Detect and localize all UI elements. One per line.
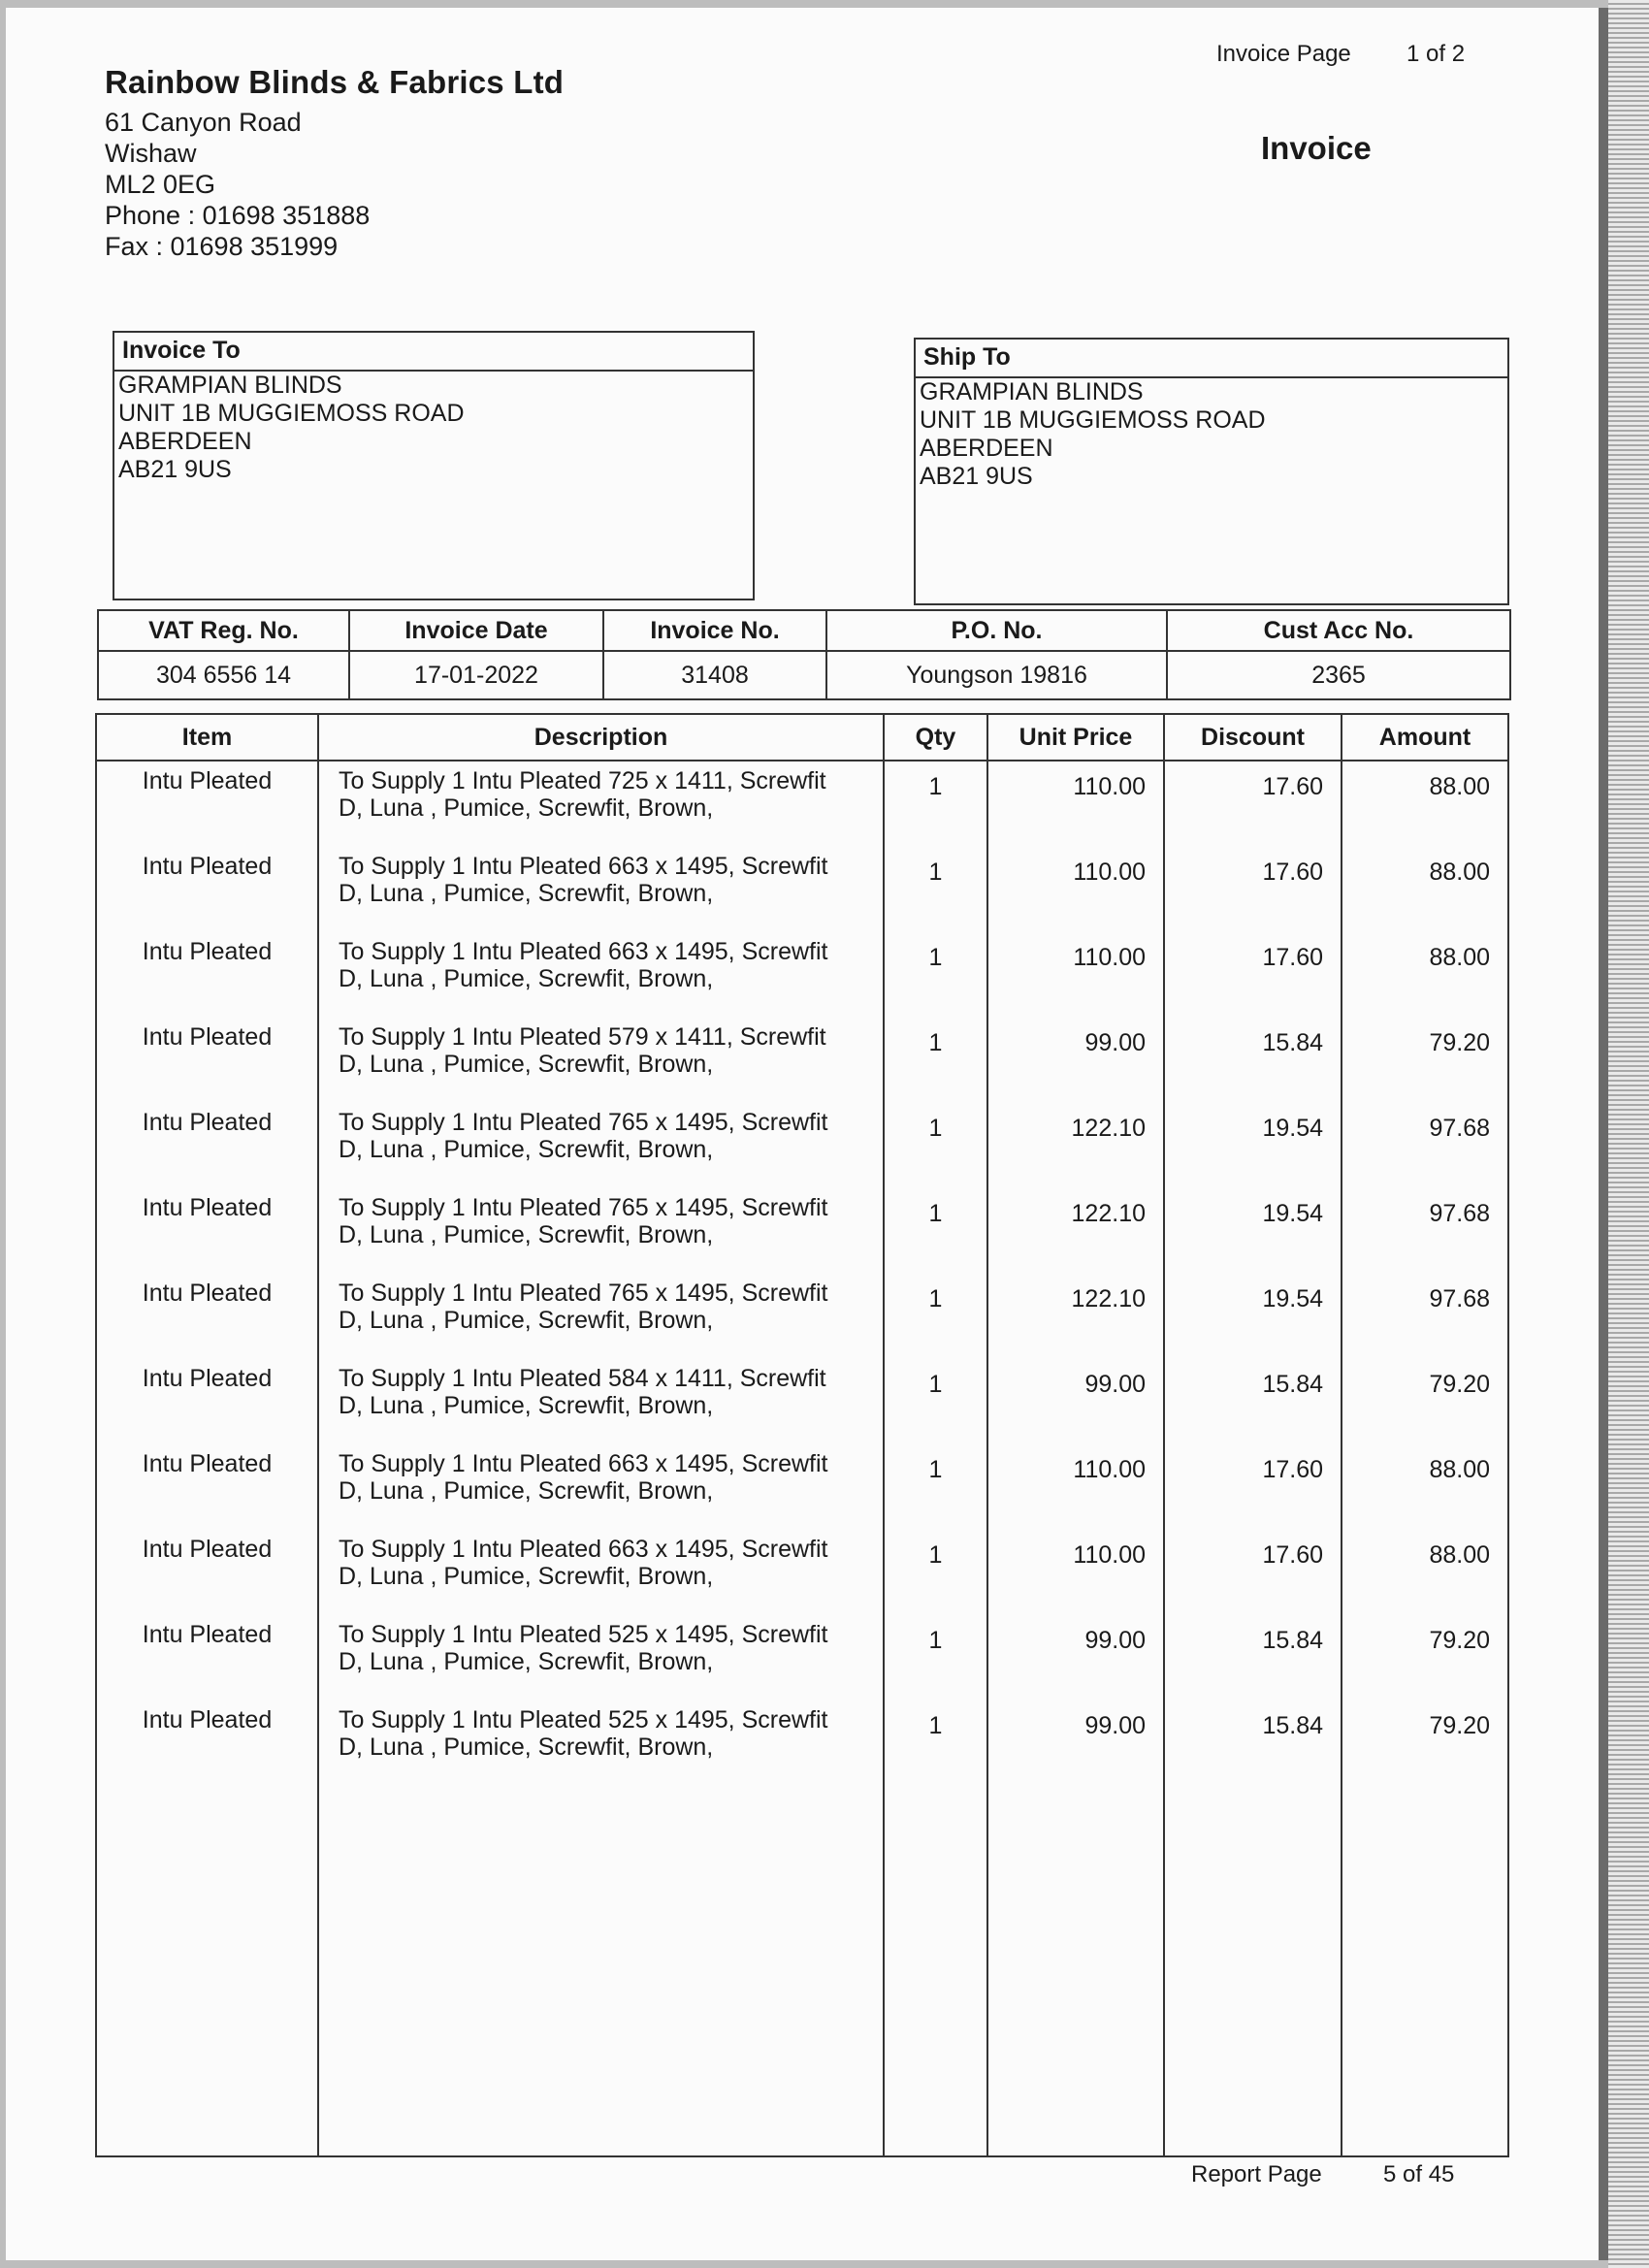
column-header-item: Item (96, 714, 318, 761)
invoice-to-box (113, 331, 755, 600)
table-row (96, 1359, 1508, 1444)
item-name: Intu Pleated (96, 1188, 318, 1274)
table-row (96, 1018, 1508, 1103)
item-description-line: To Supply 1 Intu Pleated 663 x 1495, Screwfit (339, 1536, 828, 1563)
item-name: Intu Pleated (96, 1701, 318, 1786)
item-amount: 88.00 (1342, 1530, 1508, 1615)
ship-to-title: Ship To (916, 340, 1507, 378)
item-description-line: D, Luna , Pumice, Screwfit, Brown, (339, 965, 714, 992)
meta-header-invoice-date: Invoice Date (349, 610, 603, 651)
item-name: Intu Pleated (96, 761, 318, 847)
item-name: Intu Pleated (96, 847, 318, 932)
item-description-line: To Supply 1 Intu Pleated 765 x 1495, Screwfit (339, 1109, 828, 1136)
item-unit-price: 110.00 (987, 761, 1164, 847)
invoice-to-line: ABERDEEN (118, 428, 252, 455)
invoice-to-line: AB21 9US (118, 456, 232, 483)
item-unit-price: 122.10 (987, 1188, 1164, 1274)
item-quantity: 1 (884, 761, 987, 847)
empty-cell (1342, 1786, 1508, 2156)
table-row (96, 1615, 1508, 1701)
item-amount: 79.20 (1342, 1359, 1508, 1444)
scanner-edge-strip (1608, 0, 1649, 2268)
meta-header-invoice-no: Invoice No. (603, 610, 826, 651)
item-amount: 97.68 (1342, 1188, 1508, 1274)
item-discount: 17.60 (1164, 1444, 1342, 1530)
item-description-line: D, Luna , Pumice, Screwfit, Brown, (339, 1733, 714, 1761)
invoice-page-number: 1 of 2 (1406, 41, 1466, 67)
item-unit-price: 110.00 (987, 932, 1164, 1018)
item-description (318, 1018, 884, 1103)
item-description (318, 761, 884, 847)
table-row (96, 1103, 1508, 1188)
column-header-description: Description (318, 714, 884, 761)
item-unit-price: 99.00 (987, 1701, 1164, 1786)
report-page-number: 5 of 45 (1383, 2161, 1455, 2187)
report-page-label: Report Page (1191, 2161, 1322, 2187)
column-header-discount: Discount (1164, 714, 1342, 761)
meta-header-po-no: P.O. No. (826, 610, 1167, 651)
table-row (96, 1274, 1508, 1359)
ship-to-line: AB21 9US (920, 463, 1033, 490)
invoice-to-line: UNIT 1B MUGGIEMOSS ROAD (118, 400, 465, 427)
item-quantity: 1 (884, 1444, 987, 1530)
item-description-line: To Supply 1 Intu Pleated 663 x 1495, Screwfit (339, 938, 828, 965)
scan-edge-shadow (1599, 8, 1608, 2260)
item-discount: 15.84 (1164, 1359, 1342, 1444)
po-number: Youngson 19816 (826, 651, 1167, 699)
item-quantity: 1 (884, 1018, 987, 1103)
table-row (96, 1188, 1508, 1274)
company-address-line: ML2 0EG (105, 170, 216, 199)
item-amount: 97.68 (1342, 1274, 1508, 1359)
item-description-line: To Supply 1 Intu Pleated 663 x 1495, Screwfit (339, 1450, 828, 1477)
invoice-page-label: Invoice Page (1216, 41, 1351, 67)
item-description (318, 1444, 884, 1530)
item-unit-price: 122.10 (987, 1274, 1164, 1359)
item-description (318, 1188, 884, 1274)
item-name: Intu Pleated (96, 1530, 318, 1615)
invoice-meta-table (97, 609, 1511, 700)
company-phone: Phone : 01698 351888 (105, 201, 371, 230)
item-description (318, 1274, 884, 1359)
line-items-table (95, 713, 1509, 2157)
item-quantity: 1 (884, 1274, 987, 1359)
item-quantity: 1 (884, 1103, 987, 1188)
ship-to-line: UNIT 1B MUGGIEMOSS ROAD (920, 406, 1266, 434)
item-discount: 15.84 (1164, 1615, 1342, 1701)
item-description (318, 1530, 884, 1615)
item-amount: 88.00 (1342, 847, 1508, 932)
table-row (96, 761, 1508, 847)
item-description (318, 1359, 884, 1444)
company-address-line: 61 Canyon Road (105, 108, 302, 137)
item-description-line: To Supply 1 Intu Pleated 525 x 1495, Screwfit (339, 1706, 828, 1733)
item-description-line: To Supply 1 Intu Pleated 765 x 1495, Screwfit (339, 1280, 828, 1307)
item-description-line: To Supply 1 Intu Pleated 579 x 1411, Screwfit (339, 1023, 826, 1051)
item-discount: 17.60 (1164, 761, 1342, 847)
vat-reg-number: 304 6556 14 (98, 651, 349, 699)
item-description-line: D, Luna , Pumice, Screwfit, Brown, (339, 1392, 714, 1419)
item-description-line: D, Luna , Pumice, Screwfit, Brown, (339, 1307, 714, 1334)
ship-to-line: ABERDEEN (920, 435, 1053, 462)
item-description-line: To Supply 1 Intu Pleated 525 x 1495, Screwfit (339, 1621, 828, 1648)
item-description (318, 1615, 884, 1701)
item-quantity: 1 (884, 1359, 987, 1444)
ship-to-line: GRAMPIAN BLINDS (920, 378, 1144, 405)
item-description-line: To Supply 1 Intu Pleated 584 x 1411, Screwfit (339, 1365, 826, 1392)
customer-account-number: 2365 (1167, 651, 1510, 699)
item-unit-price: 110.00 (987, 1530, 1164, 1615)
item-name: Intu Pleated (96, 1615, 318, 1701)
item-amount: 79.20 (1342, 1701, 1508, 1786)
item-description (318, 1103, 884, 1188)
item-description-line: D, Luna , Pumice, Screwfit, Brown, (339, 1477, 714, 1505)
empty-cell (1164, 1786, 1342, 2156)
item-description (318, 1701, 884, 1786)
column-header-qty: Qty (884, 714, 987, 761)
invoice-date: 17-01-2022 (349, 651, 603, 699)
item-name: Intu Pleated (96, 932, 318, 1018)
item-quantity: 1 (884, 1530, 987, 1615)
invoice-number: 31408 (603, 651, 826, 699)
item-discount: 19.54 (1164, 1103, 1342, 1188)
item-unit-price: 99.00 (987, 1615, 1164, 1701)
item-description-line: D, Luna , Pumice, Screwfit, Brown, (339, 880, 714, 907)
empty-cell (987, 1786, 1164, 2156)
empty-cell (884, 1786, 987, 2156)
item-quantity: 1 (884, 932, 987, 1018)
item-unit-price: 122.10 (987, 1103, 1164, 1188)
item-discount: 19.54 (1164, 1188, 1342, 1274)
company-fax: Fax : 01698 351999 (105, 232, 339, 261)
table-row (96, 1701, 1508, 1786)
item-description-line: To Supply 1 Intu Pleated 725 x 1411, Screwfit (339, 767, 826, 794)
meta-header-vat: VAT Reg. No. (98, 610, 349, 651)
table-empty-space (96, 1786, 1508, 2156)
invoice-to-title: Invoice To (114, 333, 753, 372)
item-description-line: D, Luna , Pumice, Screwfit, Brown, (339, 1051, 714, 1078)
item-description-line: To Supply 1 Intu Pleated 765 x 1495, Screwfit (339, 1194, 828, 1221)
ship-to-box (914, 338, 1509, 605)
document-title: Invoice (1261, 130, 1372, 166)
company-address-line: Wishaw (105, 139, 197, 168)
item-name: Intu Pleated (96, 1018, 318, 1103)
item-discount: 19.54 (1164, 1274, 1342, 1359)
item-amount: 79.20 (1342, 1018, 1508, 1103)
item-description-line: D, Luna , Pumice, Screwfit, Brown, (339, 1563, 714, 1590)
table-row (96, 1530, 1508, 1615)
item-unit-price: 110.00 (987, 1444, 1164, 1530)
item-discount: 15.84 (1164, 1701, 1342, 1786)
item-amount: 97.68 (1342, 1103, 1508, 1188)
item-name: Intu Pleated (96, 1359, 318, 1444)
item-amount: 88.00 (1342, 1444, 1508, 1530)
item-name: Intu Pleated (96, 1103, 318, 1188)
table-row (96, 932, 1508, 1018)
item-quantity: 1 (884, 1188, 987, 1274)
item-description (318, 932, 884, 1018)
empty-cell (96, 1786, 318, 2156)
table-row (96, 847, 1508, 932)
invoice-to-line: GRAMPIAN BLINDS (118, 372, 342, 399)
item-description (318, 847, 884, 932)
column-header-amount: Amount (1342, 714, 1508, 761)
column-header-unit-price: Unit Price (987, 714, 1164, 761)
item-description-line: D, Luna , Pumice, Screwfit, Brown, (339, 1648, 714, 1675)
item-description-line: D, Luna , Pumice, Screwfit, Brown, (339, 794, 714, 822)
item-discount: 17.60 (1164, 847, 1342, 932)
item-amount: 88.00 (1342, 932, 1508, 1018)
item-name: Intu Pleated (96, 1444, 318, 1530)
company-name: Rainbow Blinds & Fabrics Ltd (105, 64, 565, 100)
item-discount: 17.60 (1164, 1530, 1342, 1615)
table-row (96, 1444, 1508, 1530)
item-description-line: D, Luna , Pumice, Screwfit, Brown, (339, 1221, 714, 1248)
item-discount: 17.60 (1164, 932, 1342, 1018)
item-description-line: To Supply 1 Intu Pleated 663 x 1495, Screwfit (339, 853, 828, 880)
item-unit-price: 110.00 (987, 847, 1164, 932)
item-discount: 15.84 (1164, 1018, 1342, 1103)
item-quantity: 1 (884, 1615, 987, 1701)
item-quantity: 1 (884, 847, 987, 932)
item-name: Intu Pleated (96, 1274, 318, 1359)
item-unit-price: 99.00 (987, 1359, 1164, 1444)
item-amount: 79.20 (1342, 1615, 1508, 1701)
item-amount: 88.00 (1342, 761, 1508, 847)
item-unit-price: 99.00 (987, 1018, 1164, 1103)
empty-cell (318, 1786, 884, 2156)
item-description-line: D, Luna , Pumice, Screwfit, Brown, (339, 1136, 714, 1163)
meta-header-cust-acc: Cust Acc No. (1167, 610, 1510, 651)
item-quantity: 1 (884, 1701, 987, 1786)
